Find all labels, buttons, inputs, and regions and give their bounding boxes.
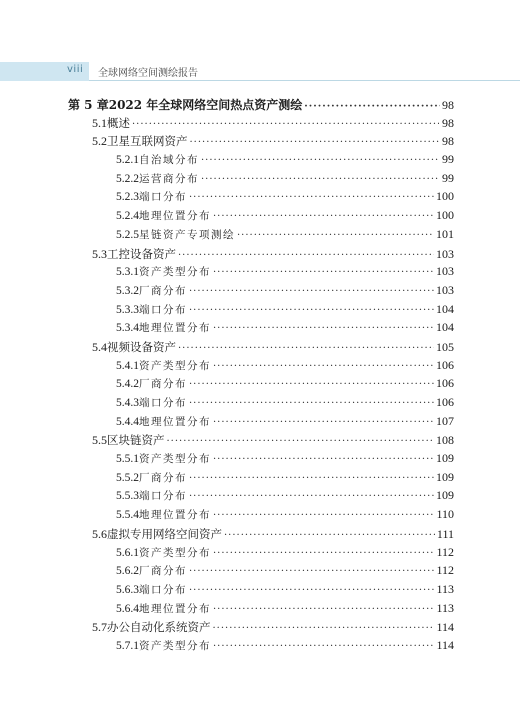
toc-entry-page: 103 [436, 264, 454, 279]
toc-entry-page: 106 [436, 357, 454, 372]
toc-entry-sub[interactable] [0, 376, 520, 395]
toc-entry-page: 108 [436, 433, 454, 448]
toc-entry-number: 5.4.1 [116, 359, 139, 372]
toc-entry-sub[interactable] [0, 152, 520, 171]
toc-dot-leader [132, 119, 439, 130]
toc-entry-title: 星链资产专项测绘 [139, 228, 235, 241]
toc-entry-page: 109 [436, 469, 454, 484]
toc-entry-page: 105 [436, 339, 454, 354]
toc-dot-leader [178, 343, 434, 354]
toc-entry-number: 5.3.1 [116, 266, 139, 279]
toc-entry-sub[interactable] [0, 320, 520, 339]
toc-dot-leader [189, 491, 434, 502]
toc-entry-number: 5.2.3 [116, 191, 139, 204]
toc-dot-leader [189, 585, 434, 596]
toc-entry-number: 5.2.5 [116, 228, 139, 241]
toc-entry-page: 109 [436, 451, 454, 466]
toc-entry-page: 114 [436, 620, 454, 635]
toc-entry-sub[interactable] [0, 264, 520, 283]
toc-entry-sub[interactable] [0, 563, 520, 582]
table-of-contents [0, 96, 520, 657]
toc-dot-leader [213, 417, 434, 428]
toc-dot-leader [213, 267, 434, 278]
toc-entry-page: 112 [436, 563, 454, 578]
toc-entry-number: 5.6.4 [116, 602, 139, 615]
toc-entry-title: 区块链资产 [107, 433, 165, 448]
toc-entry-number: 5.5.3 [116, 490, 139, 503]
toc-entry-page: 104 [436, 301, 454, 316]
toc-dot-leader [167, 436, 435, 447]
toc-dot-leader [213, 548, 434, 559]
toc-entry-page: 113 [436, 600, 454, 615]
toc-entry-sub[interactable] [0, 545, 520, 564]
toc-entry-sub[interactable] [0, 227, 520, 246]
toc-dot-leader [237, 230, 434, 241]
toc-entry-sub[interactable] [0, 601, 520, 620]
toc-entry-page: 98 [442, 98, 454, 112]
toc-entry-page: 101 [436, 226, 454, 241]
toc-entry-title: 端口分布 [139, 191, 187, 204]
toc-dot-leader [213, 323, 434, 334]
toc-entry-sub[interactable] [0, 283, 520, 302]
toc-entry-title: 资产类型分布 [139, 453, 211, 466]
toc-entry-number: 5.7 [92, 620, 107, 635]
toc-entry-title: 端口分布 [139, 583, 187, 596]
toc-entry-number: 5.3.2 [116, 284, 139, 297]
toc-entry-title: 卫星互联网资产 [107, 134, 188, 149]
toc-entry-sub[interactable] [0, 470, 520, 489]
toc-entry-number: 5.4.3 [116, 397, 139, 409]
toc-entry-section[interactable] [0, 526, 520, 545]
toc-entry-title: 厂商分布 [139, 284, 187, 297]
toc-entry-page: 114 [436, 637, 454, 652]
toc-entry-section[interactable] [0, 115, 520, 134]
toc-dot-leader [213, 604, 434, 615]
toc-entry-number: 5.3.4 [116, 322, 139, 335]
toc-entry-sub[interactable] [0, 302, 520, 321]
toc-entry-page: 99 [442, 152, 454, 167]
toc-entry-title: 资产类型分布 [139, 359, 211, 372]
toc-dot-leader [189, 379, 434, 390]
toc-entry-title: 虚拟专用网络空间资产 [107, 526, 222, 541]
toc-entry-sub[interactable] [0, 638, 520, 657]
toc-entry-section[interactable] [0, 619, 520, 638]
toc-entry-title: 资产类型分布 [139, 639, 211, 652]
toc-entry-number: 5.4.4 [116, 415, 139, 428]
toc-entry-number: 5.5 [92, 433, 107, 448]
toc-dot-leader [304, 101, 440, 112]
toc-entry-section[interactable] [0, 133, 520, 152]
toc-entry-section[interactable] [0, 432, 520, 451]
toc-dot-leader [224, 530, 435, 541]
toc-entry-page: 109 [436, 488, 454, 503]
toc-entry-number: 5.2.1 [116, 154, 139, 167]
toc-entry-sub[interactable] [0, 171, 520, 190]
toc-entry-title: 视频设备资产 [107, 339, 176, 354]
toc-entry-title: 地理位置分布 [139, 415, 211, 428]
toc-entry-section[interactable] [0, 246, 520, 265]
toc-dot-leader [213, 454, 434, 465]
toc-entry-sub[interactable] [0, 488, 520, 507]
toc-dot-leader [201, 155, 440, 166]
toc-entry-title: 地理位置分布 [139, 602, 211, 615]
toc-entry-title: 运营商分布 [139, 172, 199, 185]
toc-entry-number: 5.6 [92, 526, 107, 541]
toc-entry-number: 5.4.2 [116, 378, 139, 391]
toc-entry-sub[interactable] [0, 358, 520, 377]
toc-dot-leader [189, 566, 434, 577]
toc-entry-number: 5.1 [92, 115, 107, 130]
toc-entry-page: 106 [436, 395, 454, 409]
toc-entry-sub[interactable] [0, 208, 520, 227]
toc-entry-page: 98 [442, 134, 454, 149]
toc-dot-leader [189, 305, 434, 316]
running-header [0, 62, 520, 81]
toc-entry-number: 5.2.4 [116, 210, 139, 223]
toc-entry-page: 103 [436, 246, 454, 261]
toc-entry-page: 107 [436, 413, 454, 428]
toc-entry-number: 5.6.2 [116, 565, 139, 578]
toc-dot-leader [213, 623, 435, 634]
toc-entry-page: 106 [436, 376, 454, 391]
toc-entry-title: 厂商分布 [139, 471, 187, 484]
toc-entry-title: 地理位置分布 [139, 509, 211, 522]
toc-entry-page: 110 [436, 507, 454, 522]
toc-dot-leader [189, 398, 434, 409]
toc-entry-number: 5.6.3 [116, 583, 139, 596]
toc-entry-number: 5.6.1 [116, 546, 139, 559]
header-book-title: 全球网络空间测绘报告 [98, 68, 198, 79]
toc-entry-title: 自治域分布 [139, 154, 199, 167]
header-page-number: viii [67, 64, 84, 75]
toc-entry-number: 第 5 章 [68, 98, 109, 112]
toc-entry-page: 103 [436, 282, 454, 297]
toc-entry-sub[interactable] [0, 451, 520, 470]
toc-dot-leader [213, 510, 434, 521]
toc-entry-sub[interactable] [0, 395, 520, 414]
toc-dot-leader [189, 192, 434, 203]
toc-entry-title: 概述 [107, 115, 130, 130]
toc-entry-title: 端口分布 [139, 490, 187, 503]
toc-entry-title: 端口分布 [139, 303, 187, 316]
toc-dot-leader [189, 286, 434, 297]
toc-dot-leader [178, 250, 434, 261]
toc-entry-page: 112 [436, 544, 454, 559]
toc-dot-leader [213, 211, 434, 222]
toc-dot-leader [213, 641, 434, 652]
toc-dot-leader [201, 174, 440, 185]
toc-entry-page: 104 [436, 320, 454, 335]
toc-entry-section[interactable] [0, 339, 520, 358]
toc-entry-title: 办公自动化系统资产 [107, 620, 211, 635]
toc-entry-title: 资产类型分布 [139, 546, 211, 559]
toc-entry-title: 2022 年全球网络空间热点资产测绘 [108, 98, 303, 112]
toc-entry-number: 5.3 [92, 246, 107, 261]
toc-entry-title: 工控设备资产 [107, 246, 176, 261]
toc-entry-title: 端口分布 [139, 397, 187, 409]
toc-entry-sub[interactable] [0, 189, 520, 208]
toc-entry-page: 100 [436, 208, 454, 223]
toc-entry-number: 5.5.1 [116, 453, 139, 466]
toc-dot-leader [213, 361, 434, 372]
toc-entry-chapter[interactable] [0, 96, 520, 115]
toc-entry-number: 5.4 [92, 339, 107, 354]
toc-dot-leader [190, 137, 441, 148]
toc-entry-title: 资产类型分布 [139, 266, 211, 279]
toc-entry-title: 厂商分布 [139, 378, 187, 391]
toc-entry-number: 5.2 [92, 134, 107, 149]
toc-entry-page: 100 [436, 189, 454, 204]
toc-entry-number: 5.5.4 [116, 509, 139, 522]
toc-entry-sub[interactable] [0, 507, 520, 526]
toc-entry-title: 地理位置分布 [139, 322, 211, 335]
toc-dot-leader [189, 473, 434, 484]
toc-entry-sub[interactable] [0, 414, 520, 433]
toc-entry-number: 5.2.2 [116, 172, 139, 185]
toc-entry-title: 厂商分布 [139, 565, 187, 578]
header-rule [89, 80, 520, 81]
toc-entry-page: 111 [436, 526, 454, 541]
toc-entry-sub[interactable] [0, 582, 520, 601]
toc-entry-page: 99 [442, 170, 454, 185]
toc-entry-number: 5.7.1 [116, 639, 139, 652]
toc-entry-number: 5.5.2 [116, 471, 139, 484]
toc-entry-number: 5.3.3 [116, 303, 139, 316]
toc-entry-page: 98 [442, 115, 454, 130]
toc-entry-title: 地理位置分布 [139, 210, 211, 223]
toc-entry-page: 113 [436, 581, 454, 596]
